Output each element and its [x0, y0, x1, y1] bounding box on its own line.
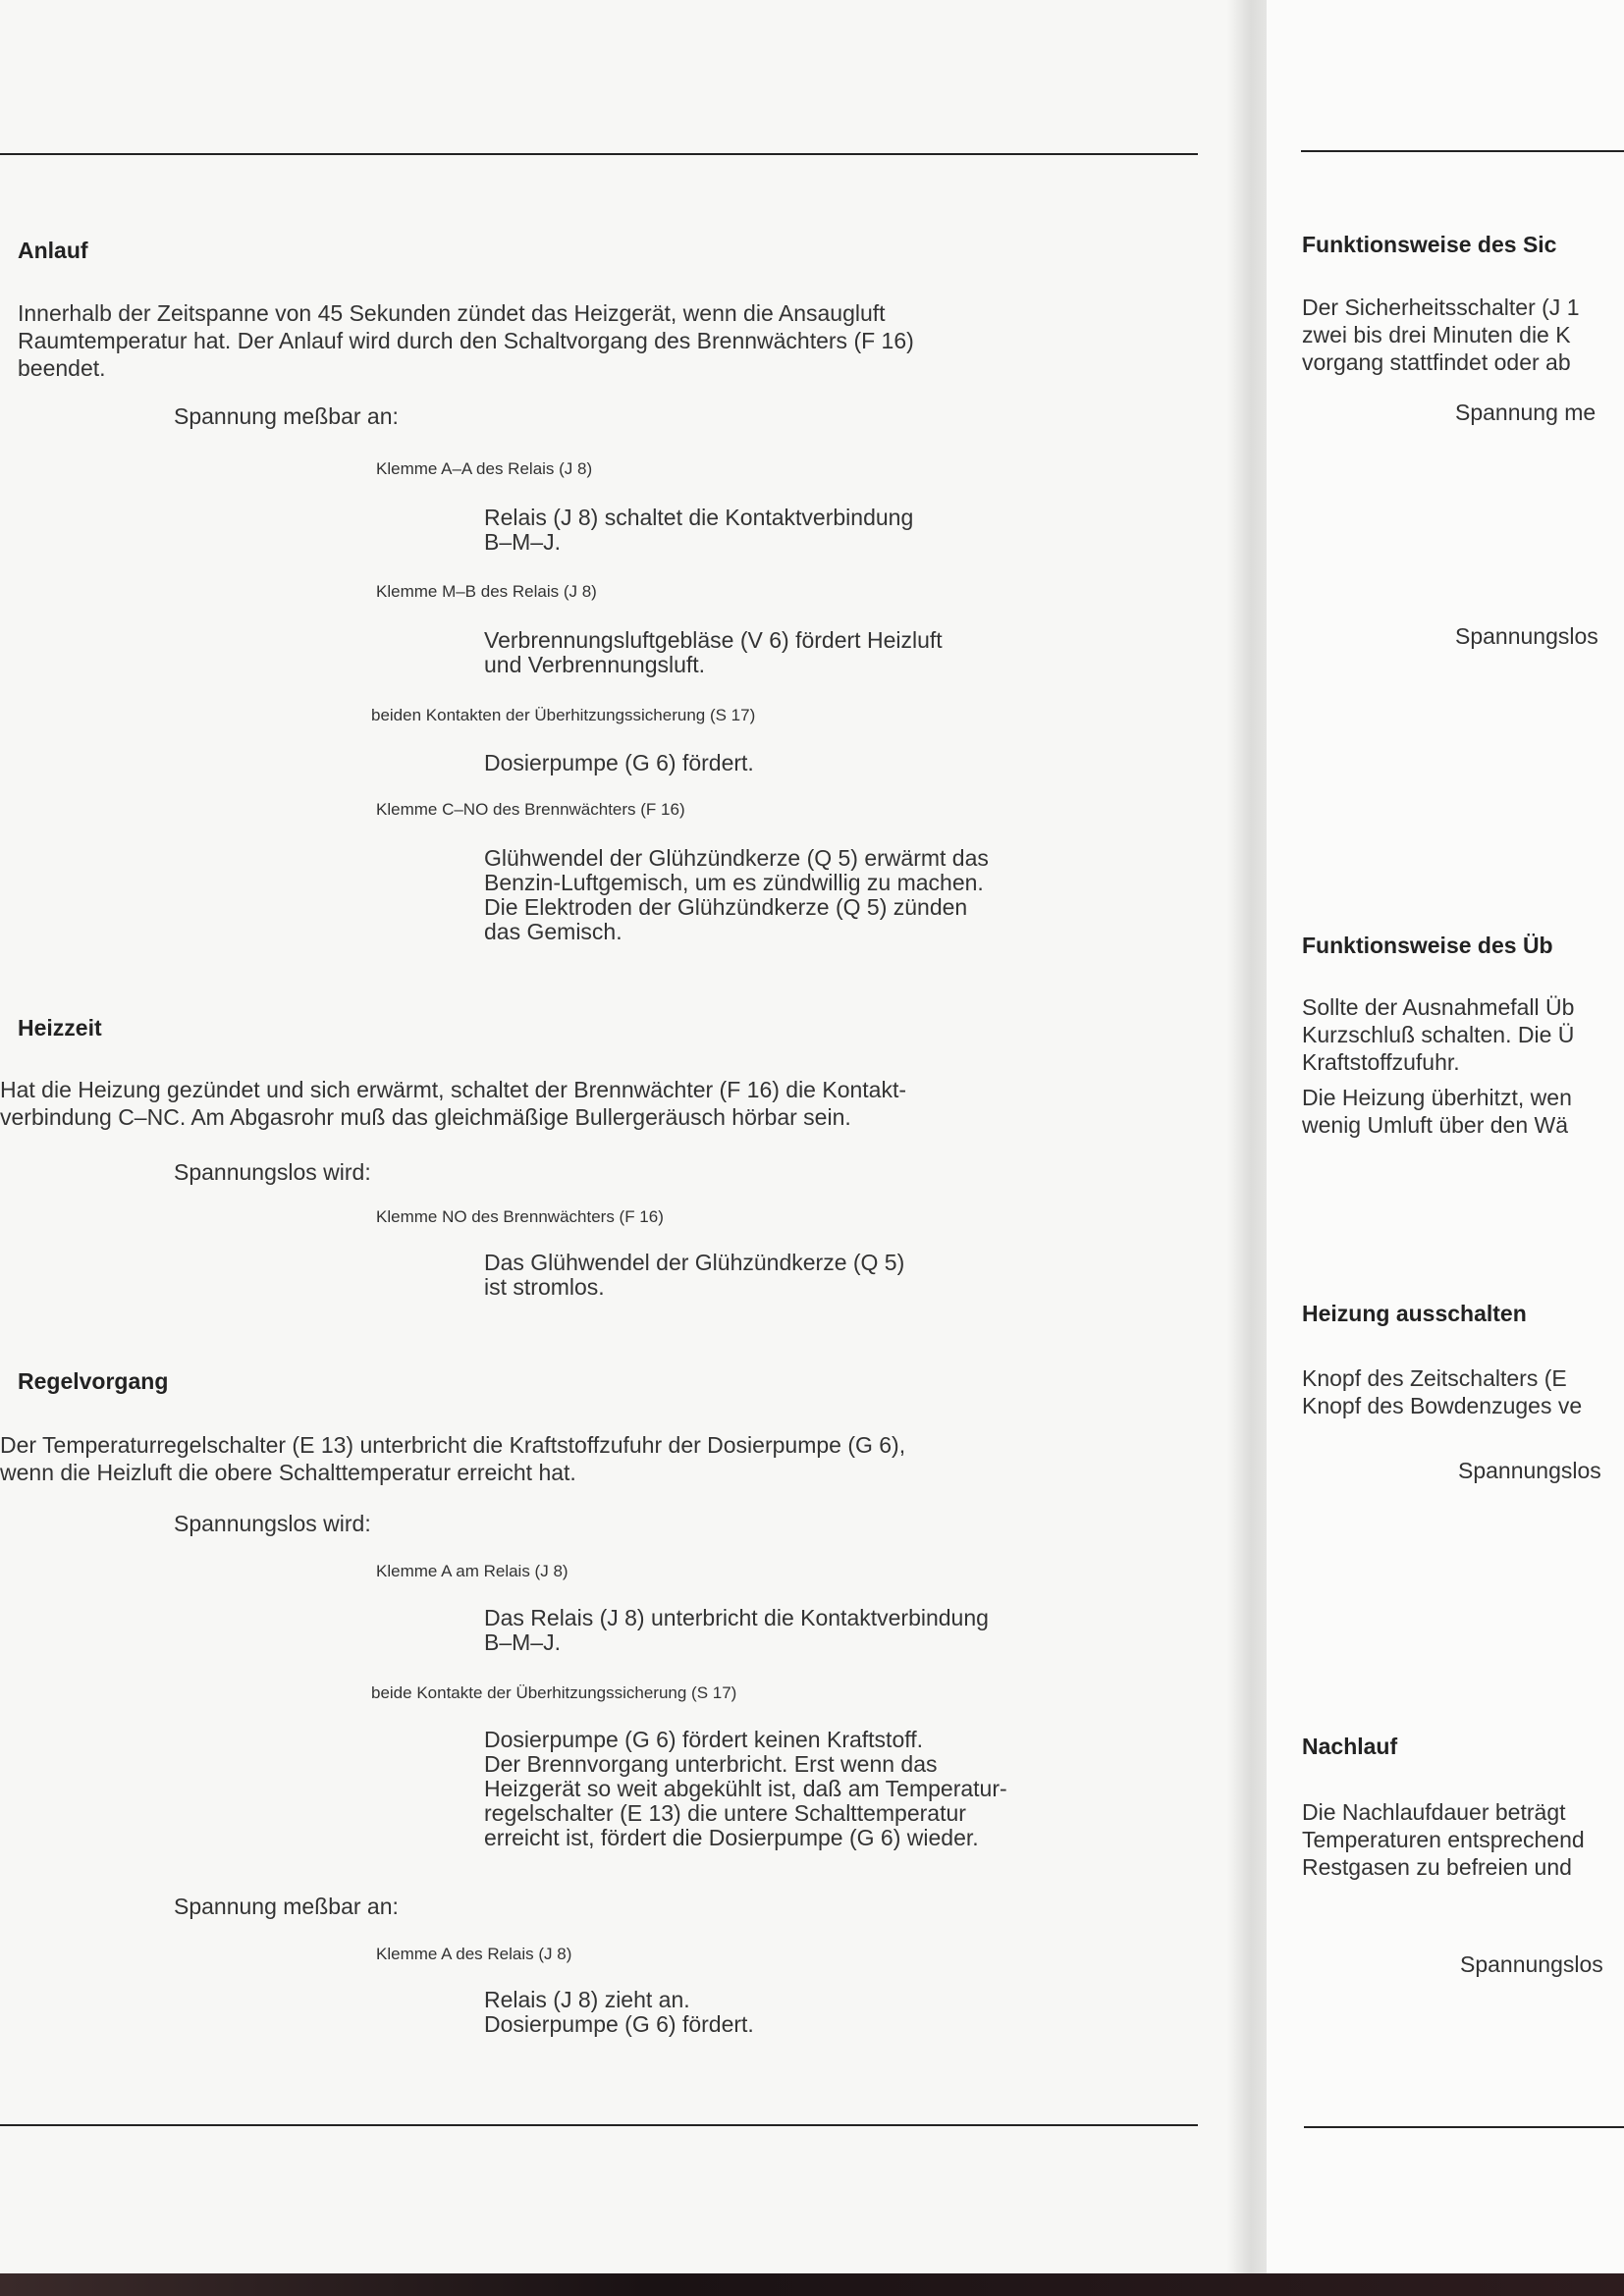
intro-heizzeit: Spannungslos wird: [174, 1159, 371, 1185]
term-anlauf-3: beiden Kontakten der Überhitzungssicherung (S 17) [371, 706, 756, 724]
heading-heizung-ausschalten: Heizung ausschalten [1302, 1301, 1527, 1326]
paragraph-anlauf: Innerhalb der Zeitspanne von 45 Sekunden zündet das Heizgerät, wenn die Ansaugluft Raumtemperatur hat. Der Anlauf wird durch den Schaltvorgang des Brennwächters (F 16) beendet. [18, 300, 914, 381]
intro-regelvorgang: Spannungslos wird: [174, 1511, 371, 1536]
scan-bottom-edge [0, 2273, 1624, 2296]
paragraph-regelvorgang: Der Temperaturregelschalter (E 13) unterbricht die Kraftstoffzufuhr der Dosierpumpe (G 6), wenn die Heizluft die obere Schalttemperatur erreicht hat. [0, 1432, 906, 1485]
heading-regelvorgang: Regelvorgang [18, 1368, 169, 1394]
term-regelvorgang-2: beide Kontakte der Überhitzungssicherung (S 17) [371, 1683, 737, 1702]
desc-regelvorgang-2: Dosierpumpe (G 6) fördert keinen Kraftstoff. Der Brennvorgang unterbricht. Erst wenn das Heizgerät so weit abgekühlt ist, daß am Temperatur- regelschalter (E 13) die untere Schalttemperatur erreicht ist, fördert die Dosierpumpe (G 6) wieder. [484, 1727, 1007, 1850]
desc-anlauf-3: Dosierpumpe (G 6) fördert. [484, 750, 754, 775]
desc-anlauf-1: Relais (J 8) schaltet die Kontaktverbindung B–M–J. [484, 505, 914, 555]
term-regelvorgang-1: Klemme A am Relais (J 8) [376, 1562, 568, 1580]
desc-heizzeit-1: Das Glühwendel der Glühzündkerze (Q 5) ist stromlos. [484, 1250, 905, 1300]
paragraph-sicherheitsschalter: Der Sicherheitsschalter (J 1 zwei bis drei Minuten die K vorgang stattfindet oder ab [1302, 294, 1580, 375]
term-heizzeit-1: Klemme NO des Brennwächters (F 16) [376, 1207, 664, 1226]
heading-anlauf: Anlauf [18, 238, 88, 263]
paragraph-heizzeit: Hat die Heizung gezündet und sich erwärmt, schaltet der Brennwächter (F 16) die Kontakt- verbindung C–NC. Am Abgasrohr muß das gleichmäßige Bullergeräusch hörbar sein. [0, 1077, 907, 1130]
top-rule-left [0, 153, 1198, 155]
term-anlauf-4: Klemme C–NO des Brennwächters (F 16) [376, 800, 685, 819]
intro-anlauf: Spannung meßbar an: [174, 403, 399, 429]
paragraph-nachlauf: Die Nachlaufdauer beträgt Temperaturen entsprechend Restgasen zu befreien und [1302, 1799, 1585, 1880]
intro2-regelvorgang: Spannung meßbar an: [174, 1894, 399, 1919]
heading-ueberhitzung: Funktionsweise des Üb [1302, 933, 1553, 958]
desc-anlauf-4: Glühwendel der Glühzündkerze (Q 5) erwärmt das Benzin-Luftgemisch, um es zündwillig zu machen. Die Elektroden der Glühzündkerze (Q 5) zünden das Gemisch. [484, 845, 989, 944]
top-rule-right [1301, 150, 1624, 152]
intro-heizung-ausschalten: Spannungslos [1458, 1458, 1601, 1483]
intro-nachlauf: Spannungslos [1460, 1951, 1603, 1977]
heading-nachlauf: Nachlauf [1302, 1734, 1398, 1759]
paragraph2-ueberhitzung: Die Heizung überhitzt, wen wenig Umluft über den Wä [1302, 1085, 1572, 1138]
paragraph-heizung-ausschalten: Knopf des Zeitschalters (E Knopf des Bowdenzuges ve [1302, 1365, 1583, 1418]
desc-anlauf-2: Verbrennungsluftgebläse (V 6) fördert Heizluft und Verbrennungsluft. [484, 627, 943, 677]
intro2-sicherheitsschalter: Spannungslos [1455, 623, 1598, 649]
desc-regelvorgang-3: Relais (J 8) zieht an. Dosierpumpe (G 6) fördert. [484, 1987, 754, 2037]
bottom-rule-right [1304, 2126, 1624, 2128]
desc-regelvorgang-1: Das Relais (J 8) unterbricht die Kontaktverbindung B–M–J. [484, 1605, 989, 1655]
term-anlauf-1: Klemme A–A des Relais (J 8) [376, 459, 593, 478]
intro-sicherheitsschalter: Spannung me [1455, 400, 1597, 425]
term-regelvorgang-3: Klemme A des Relais (J 8) [376, 1945, 572, 1963]
term-anlauf-2: Klemme M–B des Relais (J 8) [376, 582, 597, 601]
heading-sicherheitsschalter: Funktionsweise des Sic [1302, 232, 1557, 257]
paragraph-ueberhitzung: Sollte der Ausnahmefall Üb Kurzschluß schalten. Die Ü Kraftstoffzufuhr. [1302, 994, 1575, 1075]
heading-heizzeit: Heizzeit [18, 1015, 102, 1041]
bottom-rule-left [0, 2124, 1198, 2126]
